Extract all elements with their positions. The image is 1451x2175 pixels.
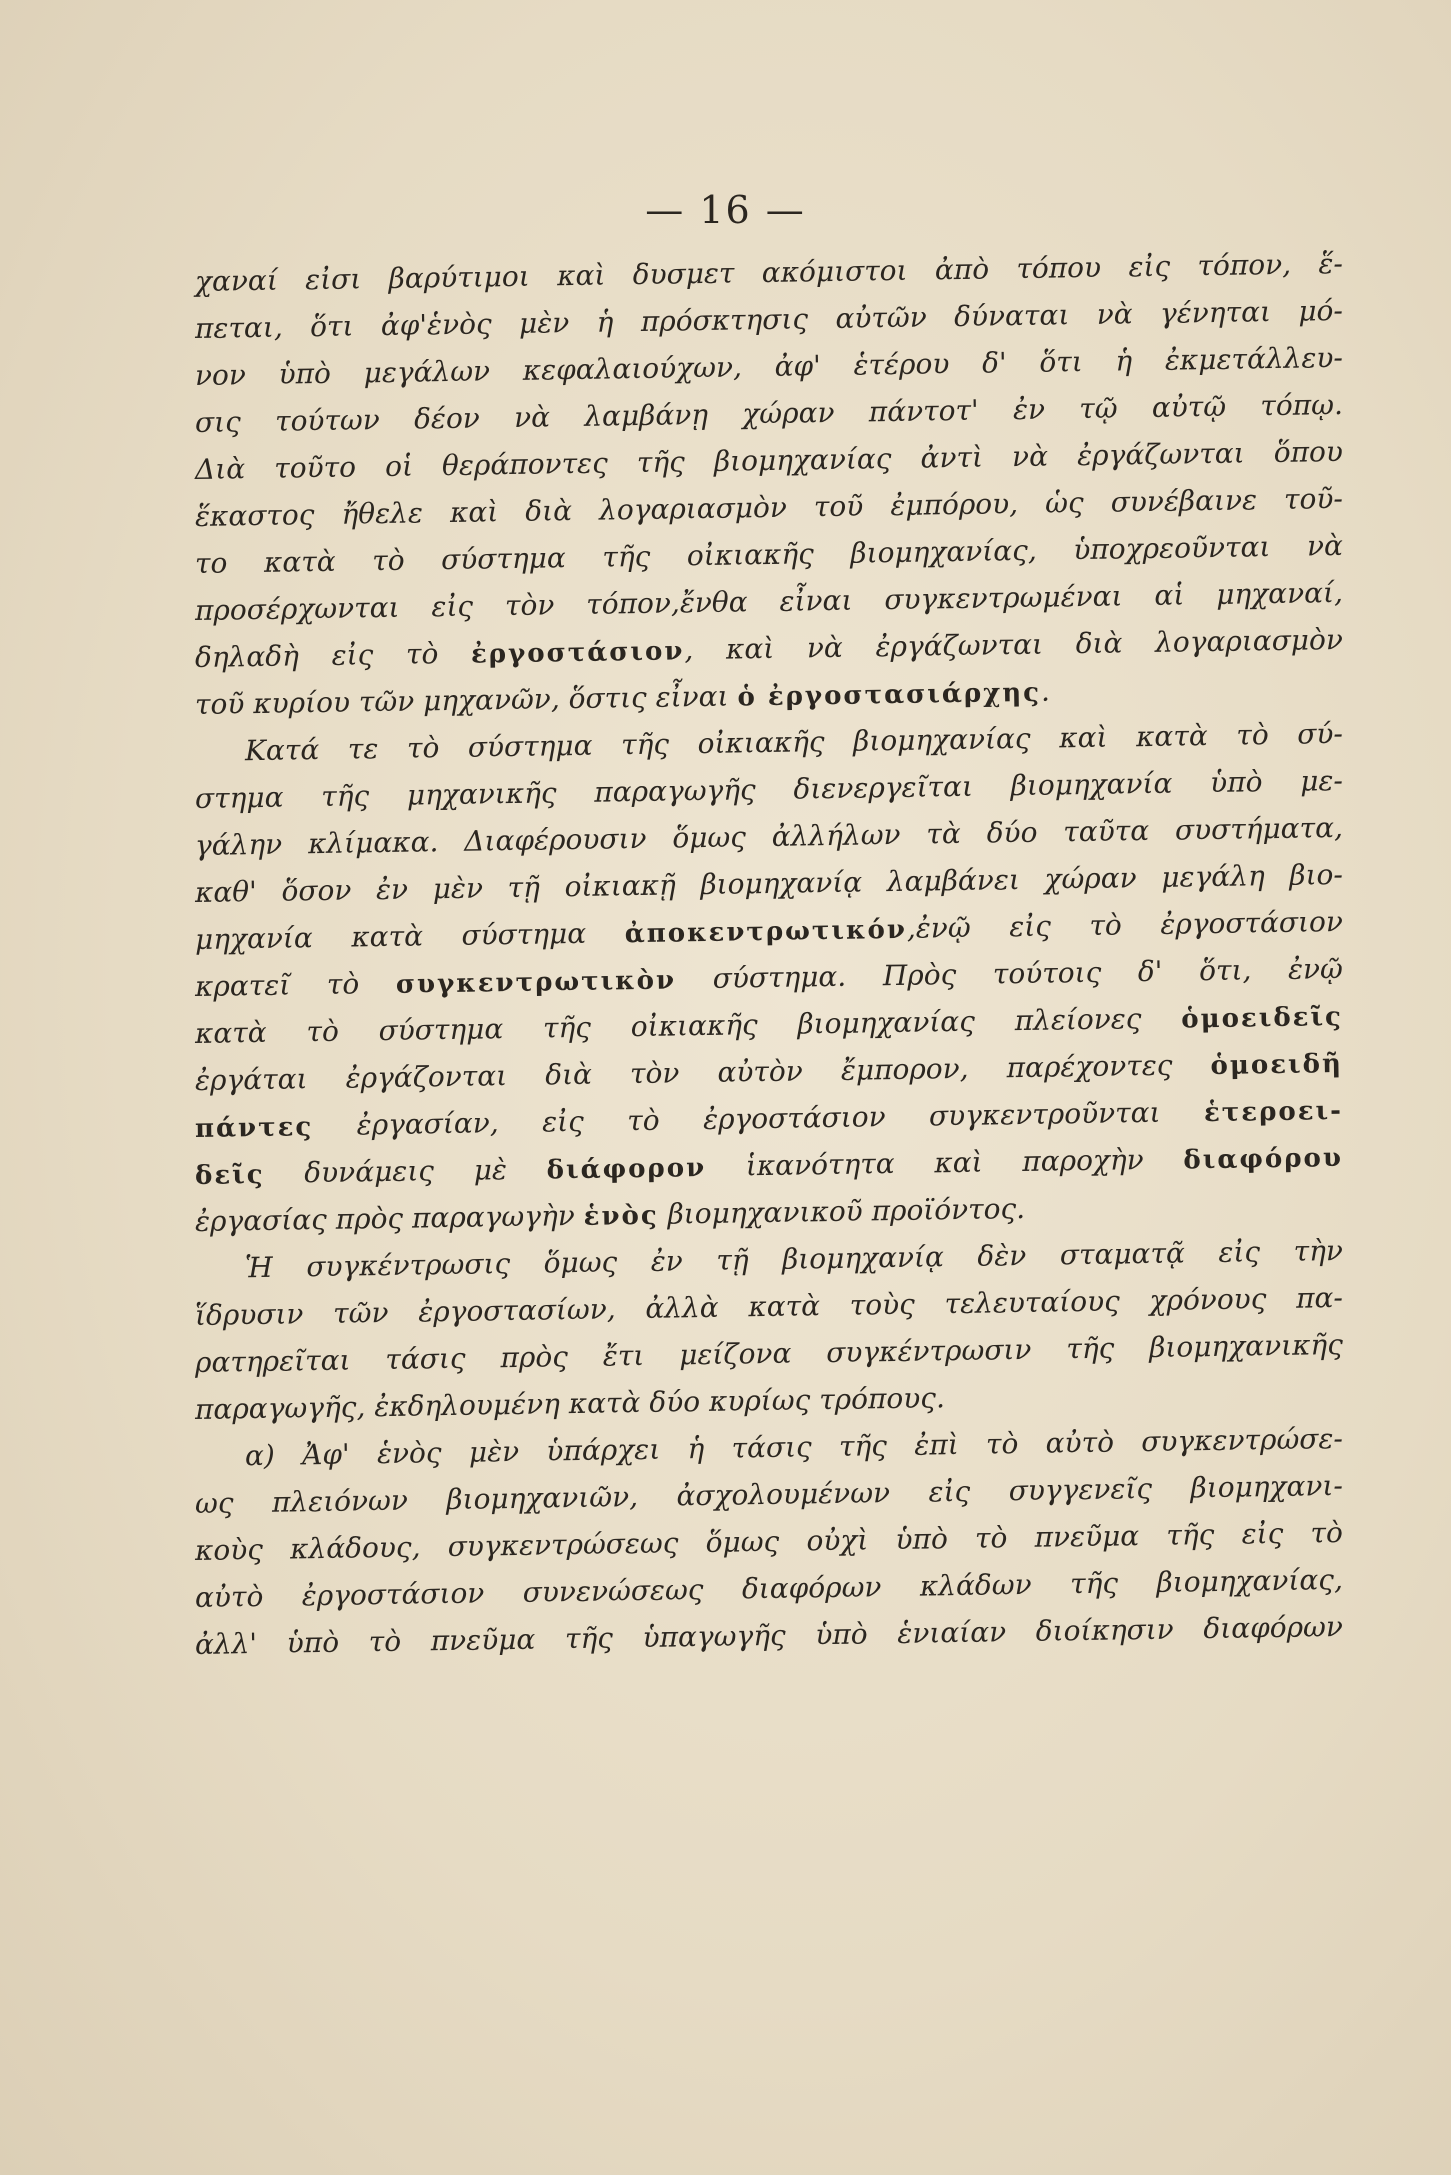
text-line: στημα τῆς μηχανικῆς παραγωγῆς διενεργεῖται βιομηχανία ὑπὸ με- <box>194 763 1344 815</box>
text-line: Ἡ συγκέντρωσις ὅμως ἐν τῇ βιομηχανίᾳ δὲν σταματᾷ εἰς τὴν <box>244 1233 1344 1285</box>
spaced-term: συγκεντρωτικὸν <box>395 965 677 1000</box>
line-part: ἱκανότητα καὶ παροχὴν <box>705 1142 1184 1183</box>
line-part: ἐργασίας πρὸς παραγωγὴν <box>194 1198 584 1238</box>
spaced-term: ἐργοστάσιον <box>470 636 685 670</box>
text-line: σις τούτων δέον νὰ λαμβάνῃ χώραν πάντοτ' ἐν τῷ αὐτῷ τόπῳ. <box>194 387 1344 439</box>
text-line: ἀλλ' ὑπὸ τὸ πνεῦμα τῆς ὑπαγωγῆς ὑπὸ ἑνιαίαν διοίκησιν διαφόρων <box>194 1609 1344 1661</box>
text-line: ἕκαστος ἤθελε καὶ διὰ λογαριασμὸν τοῦ ἐμπόρου, ὡς συνέβαινε τοῦ- <box>194 481 1344 533</box>
line-part: ,ἐνῷ εἰς τὸ ἐργοστάσιον <box>906 904 1344 945</box>
spaced-term: ὁμοειδῆ <box>1210 1048 1344 1082</box>
line-part: σύστημα. Πρὸς τούτοις δ' ὅτι, ἐνῷ <box>675 951 1344 996</box>
page-number: — 16 — <box>645 188 806 232</box>
spaced-term: ἀποκεντρωτικόν <box>624 914 908 950</box>
spaced-term: διαφόρου <box>1183 1142 1344 1176</box>
text-line: παραγωγῆς, ἐκδηλουμένη κατὰ δύο κυρίως τρόπους. <box>194 1381 946 1426</box>
text-line: νον ὑπὸ μεγάλων κεφαλαιούχων, ἀφ' ἑτέρου δ' ὅτι ἡ ἐκμετάλλευ- <box>194 340 1344 392</box>
line-part: τοῦ κυρίου τῶν μηχανῶν, ὅστις εἶναι <box>194 679 738 721</box>
text-line: ἵδρυσιν τῶν ἐργοστασίων, ἀλλὰ κατὰ τοὺς τελευταίους χρόνους πα- <box>194 1280 1344 1332</box>
text-line: πεται, ὅτι ἀφ'ἑνὸς μὲν ἡ πρόσκτησις αὐτῶν δύναται νὰ γένηται μό- <box>194 293 1344 345</box>
line-part: μηχανία κατὰ σύστημα <box>194 916 625 956</box>
spaced-term: ὁμοειδεῖς <box>1180 1001 1344 1035</box>
body-text <box>194 246 1344 1668</box>
text-line: αὐτὸ ἐργοστάσιον συνενώσεως διαφόρων κλάδων τῆς βιομηχανίας, <box>194 1562 1344 1614</box>
text-line: ως πλειόνων βιομηχανιῶν, ἀσχολουμένων εἰς συγγενεῖς βιομηχανι- <box>194 1468 1344 1520</box>
spaced-term: δεῖς <box>194 1159 265 1191</box>
line-part: , καὶ νὰ ἐργάζωνται διὰ λογαριασμὸν <box>684 622 1344 667</box>
spaced-term: ἑτεροει- <box>1203 1095 1344 1129</box>
line-part: ἐργασίαν, εἰς τὸ ἐργοστάσιον συγκεντροῦνται <box>312 1095 1205 1143</box>
spaced-term: διάφορον <box>546 1152 707 1186</box>
text-line: ρατηρεῖται τάσις πρὸς ἔτι μείζονα συγκέντρωσιν τῆς βιομηχανικῆς <box>194 1327 1344 1379</box>
spaced-term: ὁ ἐργοστασιάρχης <box>737 677 1042 713</box>
text-line: προσέρχωνται εἰς τὸν τόπον,ἔνθα εἶναι συγκεντρωμέναι αἱ μηχαναί, <box>194 575 1344 627</box>
text-line: Διὰ τοῦτο οἱ θεράποντες τῆς βιομηχανίας ἀντὶ νὰ ἐργάζωνται ὅπου <box>194 434 1344 486</box>
line-part: δηλαδὴ εἰς τὸ <box>194 636 472 674</box>
text-line: χαναί εἰσι βαρύτιμοι καὶ δυσμετ ακόμιστοι ἀπὸ τόπου εἰς τόπον, ἕ- <box>194 246 1344 298</box>
line-part: κρατεῖ τὸ <box>194 966 397 1003</box>
spaced-term: ἑνὸς <box>583 1200 659 1232</box>
text-line: Κατά τε τὸ σύστημα τῆς οἰκιακῆς βιομηχανίας καὶ κατὰ τὸ σύ- <box>244 716 1344 768</box>
line-part: . <box>1040 674 1051 708</box>
text-line: κοὺς κλάδους, συγκεντρώσεως ὅμως οὐχὶ ὑπὸ τὸ πνεῦμα τῆς εἰς τὸ <box>194 1515 1344 1567</box>
line-part: κατὰ τὸ σύστημα τῆς οἰκιακῆς βιομηχανίας πλείονες <box>194 1001 1182 1050</box>
line-part: ἐργάται ἐργάζονται διὰ τὸν αὐτὸν ἔμπορον, παρέχοντες <box>194 1048 1211 1097</box>
text-line: το κατὰ τὸ σύστημα τῆς οἰκιακῆς βιομηχανίας, ὑποχρεοῦνται νὰ <box>194 528 1344 580</box>
text-line: γάλην κλίμακα. Διαφέρουσιν ὅμως ἀλλήλων τὰ δύο ταῦτα συστήματα, <box>194 810 1344 862</box>
line-part: βιομηχανικοῦ προϊόντος. <box>658 1191 1026 1231</box>
text-line: καθ' ὅσον ἐν μὲν τῇ οἰκιακῇ βιομηχανίᾳ λαμβάνει χώραν μεγάλη βιο- <box>194 857 1344 909</box>
text-line: α) Ἀφ' ἑνὸς μὲν ὑπάρχει ἡ τάσις τῆς ἐπὶ τὸ αὐτὸ συγκεντρώσε- <box>244 1421 1344 1473</box>
spaced-term: πάντες <box>194 1112 314 1144</box>
line-part: δυνάμεις μὲ <box>264 1152 547 1190</box>
